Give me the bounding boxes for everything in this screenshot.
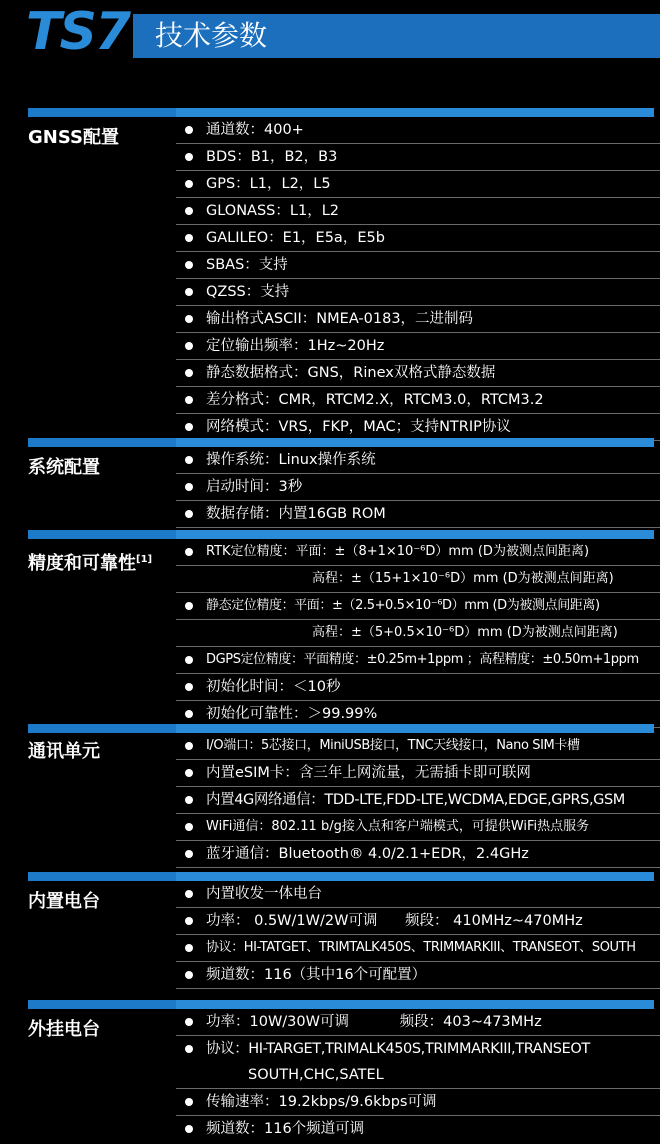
bullet-icon: [185, 180, 193, 188]
list-item: 高程：±（5+0.5×10⁻⁶D）mm (D为被测点间距离): [176, 620, 660, 647]
bullet-icon: [185, 234, 193, 242]
list-item: BDS：B1，B2，B3: [176, 144, 660, 171]
list-item: 静态数据格式：GNS，Rinex双格式静态数据: [176, 360, 660, 387]
bullet-icon: [185, 483, 193, 491]
bullet-icon: [185, 850, 193, 858]
section-communication: [0, 724, 660, 864]
list-item: 频道数：116个频道可调: [176, 1116, 660, 1142]
bullet-icon: [185, 510, 193, 518]
item-list: [176, 881, 660, 989]
section-accuracy: [0, 530, 660, 720]
bullet-icon: [185, 742, 193, 750]
list-item: GPS：L1，L2，L5: [176, 171, 660, 198]
list-item: 静态定位精度：平面：±（2.5+0.5×10⁻⁶D）mm (D为被测点间距离): [176, 593, 660, 620]
list-item: 协议：HI-TATGET、TRIMTALK450S、TRIMMARKIII、TRANSEOT、SOUTH: [176, 935, 660, 962]
brand-logo: TS7: [26, 2, 130, 62]
section-title: 系统配置: [28, 457, 100, 478]
list-item: 数据存储：内置16GB ROM: [176, 501, 660, 528]
bullet-icon: [185, 1125, 193, 1133]
section-bar: [28, 872, 654, 881]
item-list: [176, 447, 660, 528]
bullet-icon: [185, 126, 193, 134]
bullet-icon: [185, 396, 193, 404]
list-item: 频道数：116（其中16个可配置）: [176, 962, 660, 989]
list-item: 通道数：400+: [176, 117, 660, 144]
list-item: 初始化可靠性：＞99.99%: [176, 701, 660, 728]
list-item: 功率： 0.5W/1W/2W可调 频段： 410MHz~470MHz: [176, 908, 660, 935]
list-item: 操作系统：Linux操作系统: [176, 447, 660, 474]
section-bar: [28, 724, 654, 733]
section-system: [0, 438, 660, 526]
list-item: 蓝牙通信：Bluetooth® 4.0/2.1+EDR，2.4GHz: [176, 841, 660, 868]
section-title: 外挂电台: [28, 1019, 100, 1040]
section-internal-radio: [0, 872, 660, 990]
bullet-icon: [185, 602, 193, 610]
list-item: GALILEO：E1，E5a，E5b: [176, 225, 660, 252]
section-title: GNSS配置: [28, 127, 119, 148]
bullet-icon: [185, 207, 193, 215]
bullet-icon: [185, 369, 193, 377]
list-item: 内置收发一体电台: [176, 881, 660, 908]
list-item: 输出格式ASCII：NMEA-0183，二进制码: [176, 306, 660, 333]
item-list: [176, 1009, 660, 1142]
list-item: 网络模式：VRS，FKP，MAC；支持NTRIP协议: [176, 414, 660, 441]
bullet-icon: [185, 971, 193, 979]
list-item: 高程：±（15+1×10⁻⁶D）mm (D为被测点间距离): [176, 566, 660, 593]
bullet-icon: [185, 288, 193, 296]
bullet-icon: [185, 261, 193, 269]
page-header: [0, 0, 660, 80]
bullet-icon: [185, 153, 193, 161]
bullet-icon: [185, 796, 193, 804]
list-item: 传输速率：19.2kbps/9.6kbps可调: [176, 1089, 660, 1116]
list-item: 功率：10W/30W可调 频段：403~473MHz: [176, 1009, 660, 1036]
bullet-icon: [185, 548, 193, 556]
footnote-marker: [1]: [136, 554, 153, 565]
list-item: 内置eSIM卡：含三年上网流量，无需插卡即可联网: [176, 760, 660, 787]
page-title: 技术参数: [155, 19, 268, 52]
list-item: I/O端口：5芯接口，MiniUSB接口，TNC天线接口，Nano SIM卡槽: [176, 733, 660, 760]
bullet-icon: [185, 1098, 193, 1106]
list-item: SOUTH,CHC,SATEL: [176, 1062, 660, 1089]
section-external-radio: [0, 1000, 660, 1144]
list-item: GLONASS：L1，L2: [176, 198, 660, 225]
list-item: QZSS：支持: [176, 279, 660, 306]
bullet-icon: [185, 342, 193, 350]
section-bar: [28, 1000, 654, 1009]
list-item: 启动时间：3秒: [176, 474, 660, 501]
bullet-icon: [185, 656, 193, 664]
bullet-icon: [185, 823, 193, 831]
bullet-icon: [185, 456, 193, 464]
list-item: SBAS：支持: [176, 252, 660, 279]
bullet-icon: [185, 1045, 193, 1053]
section-bar: [28, 530, 654, 539]
section-gnss: [0, 108, 660, 435]
list-item: 定位输出频率：1Hz~20Hz: [176, 333, 660, 360]
list-item: DGPS定位精度：平面精度：±0.25m+1ppm ；高程精度：±0.50m+1ppm: [176, 647, 660, 674]
list-item: RTK定位精度：平面：±（8+1×10⁻⁶D）mm (D为被测点间距离): [176, 539, 660, 566]
bullet-icon: [185, 917, 193, 925]
bullet-icon: [185, 423, 193, 431]
bullet-icon: [185, 315, 193, 323]
bullet-icon: [185, 890, 193, 898]
bullet-icon: [185, 1018, 193, 1026]
item-list: [176, 733, 660, 868]
section-title: 通讯单元: [28, 741, 100, 762]
section-title: 内置电台: [28, 891, 100, 912]
title-bar: [133, 14, 660, 58]
list-item: 初始化时间：＜10秒: [176, 674, 660, 701]
item-list: [176, 117, 660, 441]
section-title: 精度和可靠性[1]: [28, 553, 153, 574]
section-bar: [28, 108, 654, 117]
bullet-icon: [185, 769, 193, 777]
bullet-icon: [185, 710, 193, 718]
bullet-icon: [185, 683, 193, 691]
bullet-icon: [185, 944, 193, 952]
list-item: WiFi通信：802.11 b/g接入点和客户端模式，可提供WiFi热点服务: [176, 814, 660, 841]
section-bar: [28, 438, 654, 447]
item-list: [176, 539, 660, 728]
list-item: 差分格式：CMR，RTCM2.X，RTCM3.0，RTCM3.2: [176, 387, 660, 414]
list-item: 协议：HI-TARGET,TRIMALK450S,TRIMMARKIII,TRANSEOT: [176, 1036, 660, 1062]
list-item: 内置4G网络通信：TDD-LTE,FDD-LTE,WCDMA,EDGE,GPRS,GSM: [176, 787, 660, 814]
